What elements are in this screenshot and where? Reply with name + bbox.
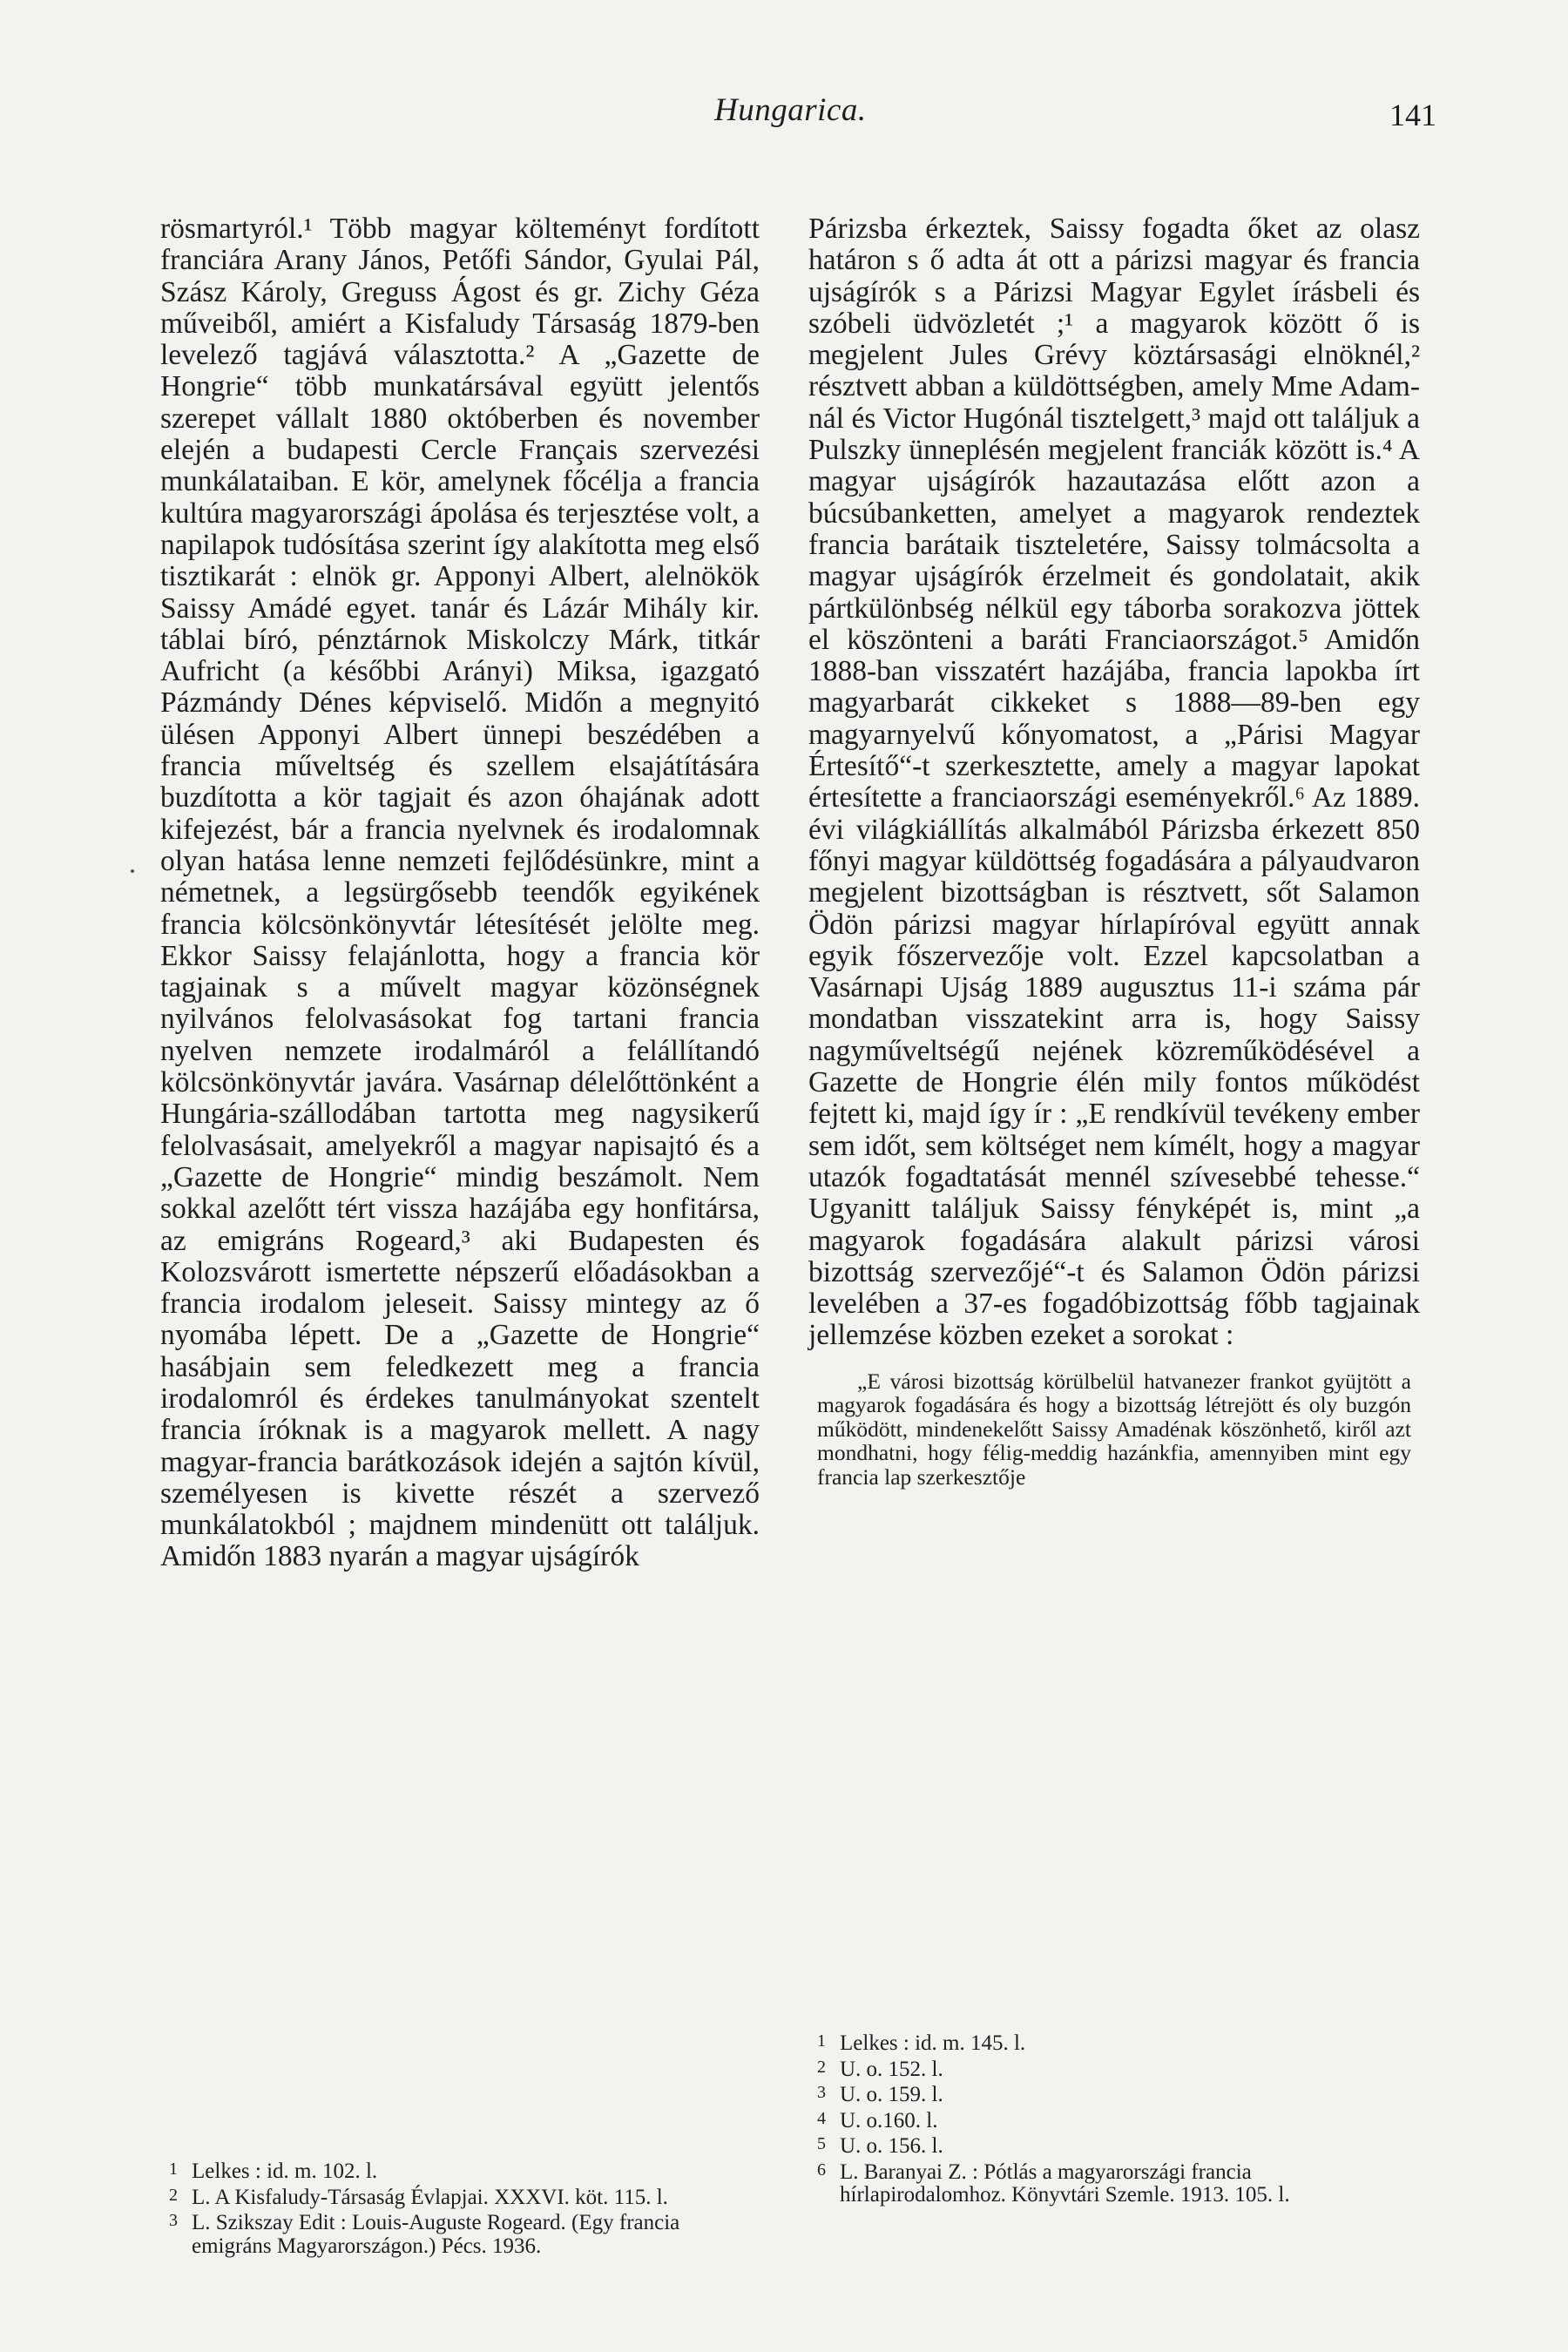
right-column [808, 213, 1420, 1489]
right-column-text: Párizsba érkeztek, Saissy fogadta őket az olasz határon s ő adta át ott a párizsi magyar és francia ujságírók s a Párizsi Magyar Egylet írásbeli és szóbeli üdvözletét ;¹ a magyarok között ő is megjelent Jules Grévy köztársasági elnöknél,² résztvett abban a küldöttségben, amely Mme Adam-nál és Victor Hugónál tisztelgett,³ majd ott találjuk a Pulszky ünneplésén megjelent franciák között is.⁴ A magyar ujságírók hazautazása előtt azon a búcsúbanketten, amelyet a magyarok rendeztek francia barátaik tiszteletére, Saissy tolmácsolta a magyar ujságírók érzelmeit és gondolatait, akik pártkülönbség nélkül egy táborba sorakozva jöttek el köszönteni a baráti Franciaországot.⁵ Amidőn 1888-ban visszatért hazájába, francia lapokba írt magyarbarát cikkeket s 1888—89-ben egy magyarnyelvű kőnyomatost, a „Párisi Magyar Értesítő“-t szerkesztette, amely a magyar lapokat értesítette a franciaországi eseményekről.⁶ Az 1889. évi világkiállítás alkalmából Párizsba érkezett 850 főnyi magyar küldöttség fogadására a pályaudvaron megjelent bizottságban is résztvett, sőt Salamon Ödön párizsi magyar hírlapíróval együtt annak egyik főszervezője volt. Ezzel kapcsolatban a Vasárnapi Ujság 1889 augusztus 11-i száma pár mondatban visszatekint arra is, hogy Saissy nagyműveltségű nejének közreműködésével a Gazette de Hongrie élén mily fontos működést fejtett ki, majd így ír : „E rendkívül tevékeny ember sem időt, sem költséget nem kímélt, hogy a magyar utazók fogadtatását mennél szívesebbé tehesse.“ Ugyanitt találjuk Saissy fényképét is, mint „a magyarok fogadására alakult párizsi városi bizottság szervezőjé“-t és Salamon Ödön párizsi levelében a 37-es fogadóbizottság főbb tagjainak jellemzése közben ezeket a sorokat : [808, 213, 1420, 1352]
page-header [0, 91, 1568, 144]
footnote-mark: 1 [817, 2031, 826, 2051]
footnote-text: U. o. 159. l. [840, 2083, 943, 2106]
footnote-mark: 4 [817, 2108, 826, 2128]
footnote [808, 2107, 1420, 2133]
footnote-mark: 2 [817, 2057, 826, 2077]
footnote-mark: 5 [817, 2134, 826, 2153]
footnote-mark: 3 [169, 2211, 178, 2230]
footnote [808, 2081, 1420, 2107]
left-column [160, 213, 760, 1573]
footnote [160, 2209, 760, 2258]
footnote-mark: 2 [169, 2185, 178, 2205]
footnote-mark: 3 [817, 2083, 826, 2102]
footnotes-right [808, 2030, 1420, 2207]
footnote-text: L. Baranyai Z. : Pótlás a magyarországi francia hírlapirodalomhoz. Könyvtári Szemle. 1913. 105. l. [840, 2159, 1290, 2207]
footnote [808, 2159, 1420, 2207]
footnotes-left [160, 2158, 760, 2258]
paper-speck [131, 869, 134, 873]
footnote [160, 2184, 760, 2210]
page-number: 141 [1389, 98, 1436, 132]
footnote-text: Lelkes : id. m. 145. l. [840, 2031, 1026, 2055]
footnote [808, 2030, 1420, 2056]
footnote-text: U. o. 152. l. [840, 2057, 943, 2081]
footnote [808, 2132, 1420, 2159]
left-column-text: rösmartyról.¹ Több magyar költeményt fordított franciára Arany János, Petőfi Sándor, Gyulai Pál, Szász Károly, Greguss Ágost és gr. Zichy Géza műveiből, amiért a Kisfaludy Társaság 1879-ben levelező tagjává választotta.² A „Gazette de Hongrie“ több munkatársával együtt jelentős szerepet vállalt 1880 októberben és november elején a budapesti Cercle Français szervezési munkálataiban. E kör, amelynek főcélja a francia kultúra magyarországi ápolása és terjesztése volt, a napilapok tudósítása szerint így alakította meg első tisztikarát : elnök gr. Apponyi Albert, alelnökök Saissy Amádé egyet. tanár és Lázár Mihály kir. táblai bíró, pénztárnok Miskolczy Márk, titkár Aufricht (a későbbi Arányi) Miksa, igazgató Pázmándy Dénes képviselő. Midőn a megnyitó ülésen Apponyi Albert ünnepi beszédében a francia műveltség és szellem elsajátítására buzdította a kör tagjait és azon óhajának adott kifejezést, bár a francia nyelvnek és irodalomnak olyan hatása lenne nemzeti fejlődésünkre, mint a németnek, a legsürgősebb teendők egyikének francia kölcsönkönyvtár létesítését jelölte meg. Ekkor Saissy felajánlotta, hogy a francia kör tagjainak s a művelt magyar közönségnek nyilvános felolvasásokat fog tartani francia nyelven nemzete irodalmáról a felállítandó kölcsönkönyvtár javára. Vasárnap délelőttönként a Hungária-szállodában tartotta meg nagysikerű felolvasásait, amelyekről a magyar napisajtó és a „Gazette de Hongrie“ mindig beszámolt. Nem sokkal azelőtt tért vissza hazájába egy honfitársa, az emigráns Rogeard,³ aki Budapesten és Kolozsvárott ismertette népszerű előadásokban a francia irodalom jeleseit. Saissy mintegy az ő nyomába lépett. De a „Gazette de Hongrie“ hasábjain sem feledkezett meg a francia irodalomról és érdekes tanulmányokat szentelt francia íróknak is a magyarok mellett. A nagy magyar-francia barátkozások idején a sajtón kívül, személyesen is kivette részét a szervező munkálatokból ; majdnem mindenütt ott találjuk. Amidőn 1883 nyarán a magyar ujságírók [160, 213, 760, 1573]
footnote [808, 2056, 1420, 2082]
running-title: Hungarica. [714, 92, 867, 128]
block-quote: „E városi bizottság körülbelül hatvanezer frankot gyüjtött a magyarok fogadására és hogy a bizottság létrejött és oly buzgón működött, mindenekelőtt Saissy Amadénak köszönhető, kiről azt mondhatni, hogy félig-meddig hazánkfia, amennyiben mint egy francia lap szerkesztője [817, 1368, 1411, 1490]
footnote-text: L. Szikszay Edit : Louis-Auguste Rogeard. (Egy francia emigráns Magyarországon.) Pécs. 1936. [192, 2211, 680, 2258]
footnote-text: Lelkes : id. m. 102. l. [192, 2159, 378, 2183]
footnote [160, 2158, 760, 2184]
footnote-text: U. o. 156. l. [840, 2134, 943, 2158]
footnote-mark: 6 [817, 2159, 826, 2180]
footnote-mark: 1 [169, 2159, 178, 2179]
footnote-text: L. A Kisfaludy-Társaság Évlapjai. XXXVI. köt. 115. l. [192, 2185, 668, 2209]
footnote-text: U. o.160. l. [840, 2108, 938, 2132]
